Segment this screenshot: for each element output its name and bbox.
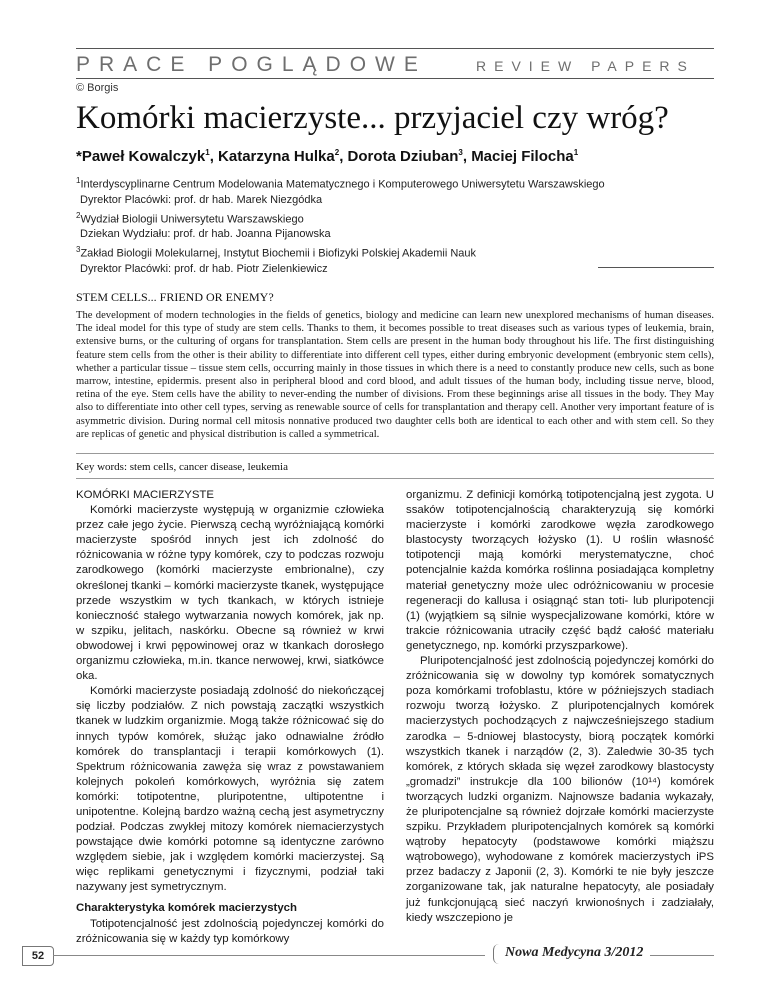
author-name: *Paweł Kowalczyk <box>76 148 206 165</box>
page-number: 52 <box>22 946 54 966</box>
section-label-en: REVIEW PAPERS <box>476 58 695 74</box>
body-paragraph: Komórki macierzyste posiadają zdolność do niekończącej się liczby podziałów. Z nich powstają zaczątki wszystkich tkanek w ludzkim organizmie. Mogą także różnicować się do innych typów komórek, służąc jako odnawialne źródło komórek do transplantacji i terapii komórkowych (1). Spektrum różnicowania zawęża się wraz z powstawaniem kolejnych pokoleń komórkowych, wyróżnia się zatem komórki: totipotentne, pluripotentne, ultipotentne i unipotentne. Kolejną bardzo ważną cechą jest asymetryczny podział. Podczas zwykłej mitozy komórek niemacierzystych powstające dwie komórki potomne są identyczne zarówno względem siebie, jak i względem komórki macierzystej. Są więc replikami genetycznymi i fizycznymi, podział taki nazywany jest symetrycznym. <box>76 685 384 894</box>
body-paragraph: organizmu. Z definicji komórką totipotencjalną jest zygota. U ssaków totipotencjalnością charakteryzują się komórki macierzyste i komórki zarodkowe węzła zarodkowego blastocysty tworzących łożysko (1). U roślin własność totipotencji mają komórki merystematyczne, choć potencjalnie każda komórka roślinna posiadająca kompletny materiał genetyczny może ulec odróżnicowaniu w procesie regeneracji do kallusa i osiągnąć stan toti- lub pluripotencji (1) (wyjątkiem są silnie wyspecjalizowane komórki, które w trakcie różnicowania utraciły część bądź całość materiału genetycznego, np. komórki przyszparkowe). <box>406 489 714 652</box>
abstract-text: The development of modern technologies in the fields of genetics, biology and medicine can learn new unexplored mechanisms of human diseases. The ideal model for this type of study are stem cells. Thanks to them, it becomes possible to treat diseases such as various types of leukemia, brain, extensive burns, or the culturing of organs for transplantation. Stem cells are present in the human body throughout his life. The first distinguishing feature stem cells from the other is their ability to differentiate into different cell types, either during embryonic development (embryonic stem cells), whether a particular tissue – tissue stem cells, occurring mainly in those tissues in which there is a need to constantly produce new cells, such as bone marrow, intestine, epidermis. present also in peripheral blood and cord blood, and adult tissues of the human body, including tissue nerve, blood, retina of the eye. Stem cells have the ability to never-ending the number of divisions. From these beginnings arise all tissues in the body. They May also to differentiate into other cell types, serving as renewable source of cells for transplantation and therapy cell. Another very important feature of is asymmetric division. During normal cell mitosis nonnative produced two daughter cells both are identical to each other and with stem cell. So they are replicas of genetic and physical distribution is called a symmetrical. <box>76 310 714 440</box>
journal-name: Nowa Medycyna 3/2012 <box>505 945 644 960</box>
body-column-right <box>406 488 714 926</box>
author-name: Maciej Filocha <box>471 148 574 165</box>
author-affiliation-mark: 1 <box>205 148 210 157</box>
body-paragraph: Totipotencjalność jest zdolnością pojedynczej komórki do zróżnicowania się w każdy typ komórkowy <box>76 917 384 945</box>
author-affiliation-mark: 1 <box>573 148 579 157</box>
body-paragraph: Pluripotencjalność jest zdolnością pojedynczej komórki do zróżnicowania się w dowolny typ komórek somatycznych poza komórkami trofoblastu, które w późniejszych stadiach rozwoju tworzą łożysko. Z pluripotencjalnych komórek macierzystych pochodzących z najwcześniejszego stadium zarodka – 5-dniowej blastocysty, biorą początek komórki wszystkich tkanek i narządów (2, 3). Zaledwie 30-35 tych komórek, z których składa się węzeł zarodkowy blastocysty „gromadzi” instrukcje dla 100 bilionów (10¹⁴) komórek tworzących ludzki organizm. Najnowsze badania wykazały, że pluripotencjalne są również dojrzałe komórki macierzyste szpiku. Przykładem pluripotencjalnych komórek są komórki wątroby hepatocyty (podstawowe komórki miąższu wątrobowego), wyhodowane z komórek macierzystych iPS przez badaczy z Japonii (2, 3). Komórki te nie były jeszcze zorganizowane tak, jak naturalne hepatocyty, ale posiadały już funkcjonującą sieć naczyń krwionośnych i zadziałały, kiedy wszczepiono je <box>406 655 714 924</box>
affiliations <box>76 173 736 277</box>
keywords-bottom-rule <box>76 478 714 479</box>
affiliations-end-rule <box>598 267 714 268</box>
author-affiliation-mark: 3 <box>458 148 463 157</box>
header-top-rule <box>76 48 714 49</box>
publisher-label: © Borgis <box>76 82 119 94</box>
keywords-top-rule <box>76 453 714 454</box>
author-list: *Paweł Kowalczyk$^1$, Katarzyna Hulka$^2$, Dorota Dziuban$^3$, Maciej Filocha$^1$ <box>76 148 579 165</box>
affiliation-line: $^2$Wydział Biologii Uniwersytetu Warszawskiego <box>76 210 304 226</box>
affiliation-line: Dyrektor Placówki: prof. dr hab. Piotr Zielenkiewicz <box>80 262 328 275</box>
section-heading: KOMÓRKI MACIERZYSTE <box>76 489 214 501</box>
section-label-pl: PRACE POGLĄDOWE <box>76 53 427 76</box>
author-affiliation-mark: 2 <box>334 148 340 157</box>
body-column-left <box>76 488 384 947</box>
english-title: STEM CELLS... FRIEND OR ENEMY? <box>76 290 274 304</box>
affiliation-line: Dyrektor Placówki: prof. dr hab. Marek Niezgódka <box>80 193 323 206</box>
affiliation-line: Dziekan Wydziału: prof. dr hab. Joanna Pijanowska <box>80 228 331 241</box>
author-name: Dorota Dziuban <box>347 148 459 165</box>
subsection-heading: Charakterystyka komórek macierzystych <box>76 901 297 914</box>
header-bottom-rule <box>76 78 714 79</box>
keywords: Key words: stem cells, cancer disease, leukemia <box>76 461 288 473</box>
affiliation-line: $^1$Interdyscyplinarne Centrum Modelowania Matematycznego i Komputerowego Uniwersytetu Warszawskiego <box>76 176 605 191</box>
author-name: Katarzyna Hulka <box>218 148 335 165</box>
affiliation-line: $^3$Zakład Biologii Molekularnej, Instytut Biochemii i Biofizyki Polskiej Akademii Nauk <box>76 245 477 260</box>
article-title: Komórki macierzyste... przyjaciel czy wróg? <box>76 100 669 136</box>
footer-right-rule <box>650 955 714 956</box>
footer-left-rule <box>53 955 485 956</box>
journal-bracket <box>493 944 504 964</box>
body-paragraph: Komórki macierzyste występują w organizmie człowieka przez całe jego życie. Pierwszą cechą wyróżniającą komórki macierzyste spośród innych jest ich zdolność do różnicowania w różne typy komórek, czy to podczas rozwoju zarodkowego (komórki macierzyste embrionalne), czy określonej tkanki – komórki macierzyste tkanek, występujące przede wszystkim w tych tkankach, w których istnieje konieczność stałego wytwarzania nowych komórek, jak np. w szpiku, jelitach, naskórku. Obecne są również w krwi obwodowej i krwi pępowinowej oraz w tkankach dorosłego organizmu człowieka, m.in. tkance nerwowej, krwi, siatkówce oka. <box>76 504 384 683</box>
